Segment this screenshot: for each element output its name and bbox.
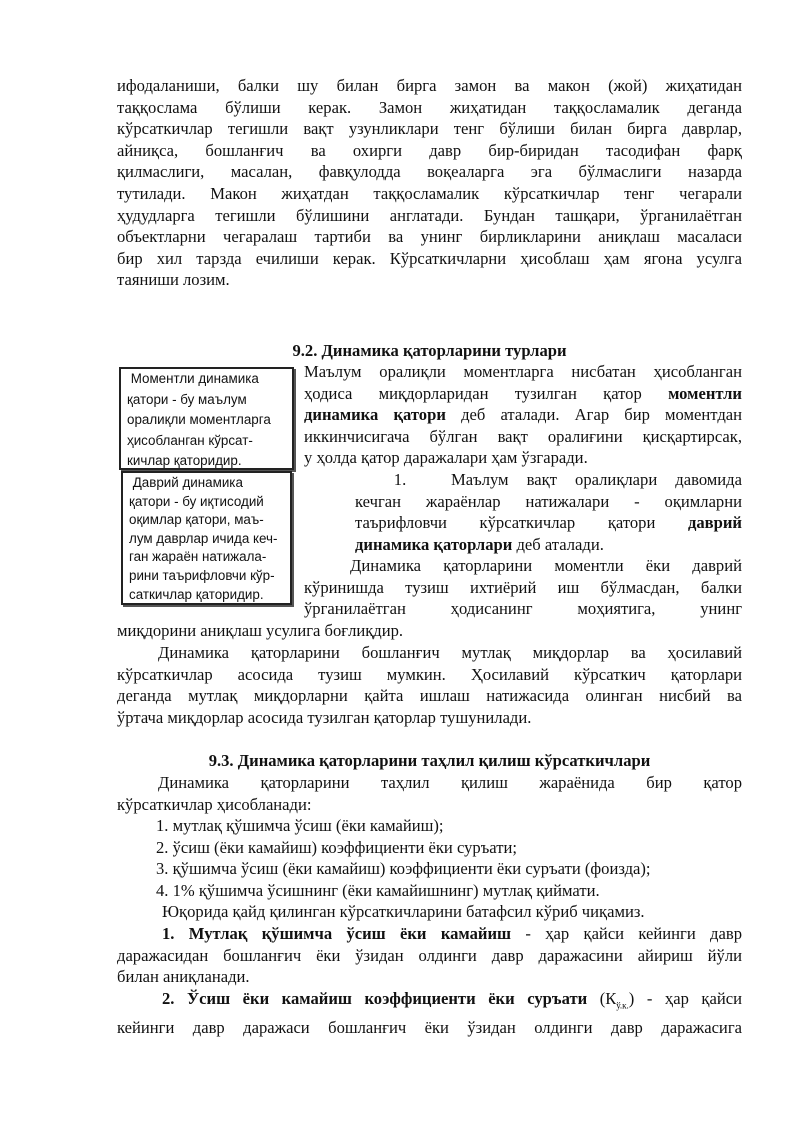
paragraph-line: кўрсаткичлар асосида тузиш мумкин. Ҳосилавий кўрсаткич қаторлари (117, 664, 742, 684)
box-line: Моментли динамика (127, 371, 259, 386)
analysis-intro (117, 772, 742, 815)
paragraph-line: Динамика қаторларини моментли ёки даврий (350, 556, 742, 575)
list-item (355, 469, 742, 491)
intro-line: таяниши лозим. (117, 270, 230, 290)
paragraph-line: 2. Ўсиш ёки камайиш коэффициенти ёки суръати $(К_{ў.к.})$ - ҳар қайси (162, 989, 742, 1011)
section-heading: 9.3. Динамика қаторларини таҳлил қилиш кўрсаткичлари (208, 751, 651, 770)
intro-paragraph (117, 75, 742, 291)
intro-line: ифодаланиши, балки шу билан бирга замон ва макон (жой) жиҳатидан (117, 76, 742, 95)
section-9-2 (117, 340, 742, 362)
definition-box-period (121, 471, 292, 605)
paragraph-line: 1. Мутлақ қўшимча ўсиш ёки камайиш - ҳар қайси кейинги давр (162, 924, 742, 943)
list-text: Маълум вақт оралиқлари давомида (451, 470, 742, 489)
box-line: рини таърифловчи кўр- (129, 567, 275, 583)
paragraph-line: ўрганилаётган ҳодисанинг моҳиятига, унинг (304, 599, 742, 619)
intro-line: кўрсаткичлар тегишли вақт узунликлари тенг бўлиши билан бирга даврлар, (117, 119, 742, 139)
growth-rate-paragraph (117, 988, 742, 1039)
indicator-list (117, 815, 742, 901)
definition-box-moment (119, 367, 294, 470)
paragraph-line: кечган жараёнлар натижалари - оқимларни (355, 491, 742, 511)
paragraph-line: динамика қаторлари деб аталади. (355, 534, 604, 554)
derived-series-paragraph (117, 642, 742, 728)
moment-series-paragraph (304, 361, 742, 469)
paragraph-line: билан аниқланади. (117, 967, 250, 987)
form-paragraph (304, 555, 742, 620)
paragraph-line: ҳодиса миқдорларидан тузилган қатор моментли (304, 383, 742, 403)
paragraph-line: кўринишда тузиш ихтиёрий иш бўлмасдан, балки (304, 577, 742, 597)
summary-line (117, 901, 742, 923)
box-line: саткичлар қаторидир. (129, 586, 264, 602)
paragraph-line: деганда мутлақ миқдорларни қайта ишлаш натижасида олинган нисбий ва (117, 686, 742, 706)
section-9-3 (117, 750, 742, 772)
paragraph-line: Маълум оралиқли моментларга нисбатан ҳисобланган (304, 362, 742, 381)
intro-line: қилмаслиги, масалан, фавқулодда воқеаларга эга бўлмаслиги назарда (117, 162, 742, 182)
list-item: 1. мутлақ қўшимча ўсиш (ёки камайиш); (156, 816, 444, 835)
intro-line: объектларни чегаралаш тартиби ва унинг бирликларини аниқлаш масаласи (117, 227, 742, 247)
intro-line: ҳудудларга тегишли бўлишини англатади. Бундан ташқари, ўрганилаётган (117, 205, 742, 225)
box-line: ган жараён натижала- (129, 549, 267, 565)
box-line: оралиқли моментларга (127, 412, 271, 427)
list-number: 1. (393, 470, 407, 489)
paragraph-line: у ҳолда қатор даражалари ҳам ўзгаради. (304, 448, 588, 468)
list-item: 2. ўсиш (ёки камайиш) коэффициенти ёки суръати; (156, 837, 517, 857)
paragraph-line: таърифловчи кўрсаткичлар қатори даврий (355, 513, 742, 533)
paragraph-line: кейинги давр даражаси бошланғич ёки ўзидан олдинги давр даражасига (117, 1017, 742, 1037)
intro-line: тутилади. Макон жиҳатдан таққосламалик кўрсаткичлар тенг чегарали (117, 183, 742, 203)
box-line: оқимлар қатори, маъ- (129, 512, 264, 528)
paragraph-line: ўртача миқдорлар асосида тузилган қаторлар тушунилади. (117, 707, 532, 727)
period-series-item (355, 469, 742, 555)
paragraph-line: динамика қатори деб аталади. Агар бир моментдан (304, 405, 743, 425)
paragraph-line: Юқорида қайд қилинган кўрсаткичларини батафсил кўриб чиқамиз. (162, 902, 645, 921)
paragraph-line: кўрсаткичлар ҳисобланади: (117, 794, 312, 814)
paragraph-line: Динамика қаторларини бошланғич мутлақ миқдорлар ва ҳосилавий (158, 643, 742, 662)
paragraph-line: миқдорини аниқлаш усулига боғлиқдир. (117, 621, 404, 640)
list-item: 3. қўшимча ўсиш (ёки камайиш) коэффициенти ёки суръати (фоизда); (156, 859, 651, 879)
box-line: қатори - бу маълум (127, 391, 247, 407)
paragraph-line: даражасидан бошланғич ёки ўзидан олдинги давр даражасини айириш йўли (117, 945, 742, 965)
section-heading: 9.2. Динамика қаторларини турлари (292, 341, 567, 360)
paragraph-line: иккинчисигача бўлган вақт оралиғини қисқартирсак, (304, 426, 742, 446)
list-item: 4. 1% қўшимча ўсишнинг (ёки камайишнинг) мутлақ қиймати. (156, 880, 600, 900)
intro-line: таққослама бўлиши керак. Замон жиҳатидан таққосламалик деганда (117, 97, 742, 117)
box-line: кичлар қаторидир. (127, 453, 242, 468)
absolute-growth-paragraph (117, 923, 742, 988)
intro-line: айниқса, бошланғич ва охирги давр бир-биридан тасодифан фарқ (117, 140, 742, 160)
form-paragraph-end (117, 620, 742, 642)
paragraph-line: Динамика қаторларини таҳлил қилиш жараёнида бир қатор (158, 773, 742, 792)
box-line: лум даврлар ичида кеч- (129, 530, 278, 546)
intro-line: бир хил тарзда ечилиши керак. Кўрсаткичларни ҳисоблаш ҳам ягона усулга (117, 248, 742, 268)
box-line: Даврий динамика (129, 475, 243, 490)
box-line: қатори - бу иқтисодий (129, 493, 264, 509)
box-line: ҳисобланган кўрсат- (127, 432, 253, 448)
